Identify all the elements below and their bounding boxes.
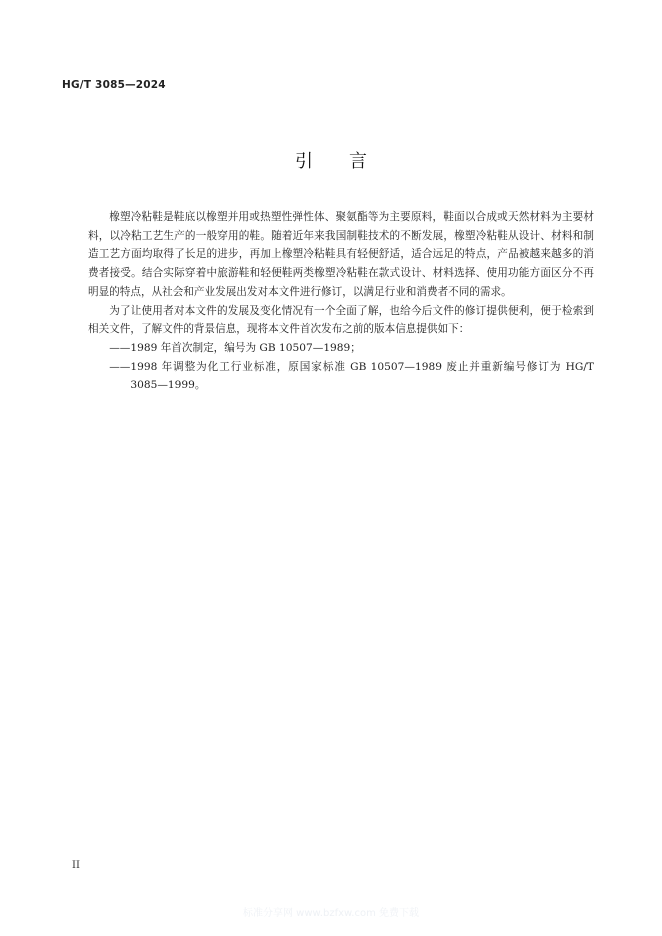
- title-char-2: 言: [349, 151, 367, 172]
- page-number: II: [72, 860, 80, 871]
- intro-paragraph-1: 橡塑冷粘鞋是鞋底以橡塑并用或热塑性弹性体、聚氨酯等为主要原料，鞋面以合成或天然材料为主要材料，以冷粘工艺生产的一般穿用的鞋。随着近年来我国制鞋技术的不断发展，橡塑冷粘鞋从设计、材料和制造工艺方面均取得了长足的进步，再加上橡塑冷粘鞋具有轻便舒适，适合远足的特点，产品被越来越多的消费者接受。结合实际穿着中旅游鞋和轻便鞋两类橡塑冷粘鞋在款式设计、材料选择、使用功能方面区分不再明显的特点，从社会和产业发展出发对本文件进行修订，以满足行业和消费者不同的需求。: [88, 211, 594, 298]
- history-item-2: ——1998 年调整为化工行业标准，原国家标准 GB 10507—1989 废止并重新编号修订为 HG/T 3085—1999。: [109, 360, 594, 392]
- intro-paragraph-2: 为了让使用者对本文件的发展及变化情况有一个全面了解，也给今后文件的修订提供便利，便于检索到相关文件，了解文件的背景信息，现将本文件首次发布之前的版本信息提供如下：: [88, 304, 594, 336]
- title-char-1: 引: [295, 151, 313, 172]
- introduction-body: [88, 208, 594, 395]
- history-item-1: ——1989 年首次制定，编号为 GB 10507—1989；: [109, 341, 361, 354]
- page-title: [0, 147, 662, 173]
- standard-code-header: HG/T 3085—2024: [62, 79, 166, 91]
- watermark-text: 标准分享网 www.bzfxw.com 免费下载: [243, 908, 419, 919]
